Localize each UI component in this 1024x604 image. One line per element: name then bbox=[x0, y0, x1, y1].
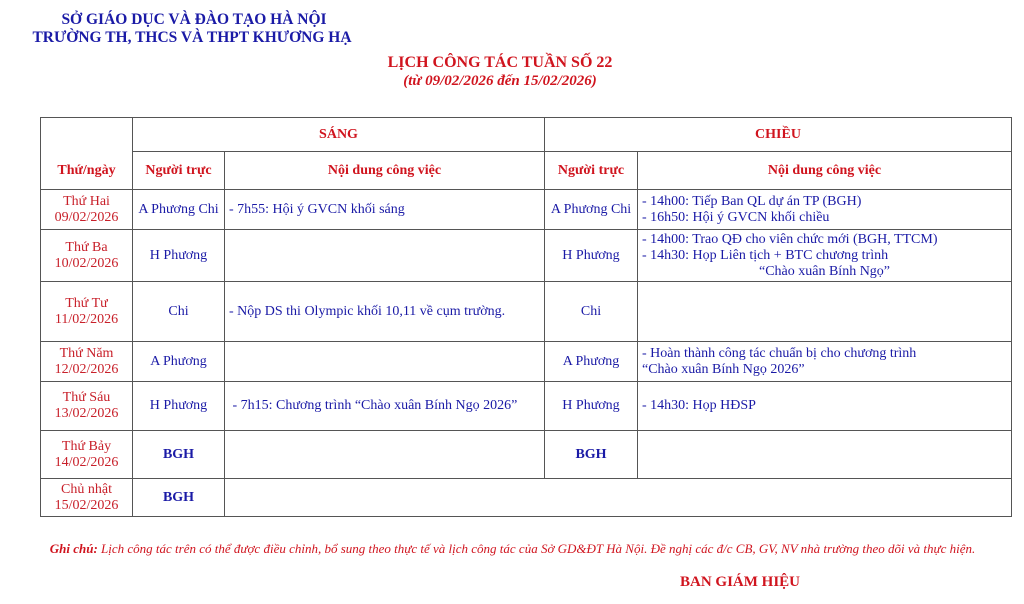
table-row bbox=[41, 479, 1012, 517]
task-line: “Chào xuân Bính Ngọ 2026” bbox=[642, 361, 805, 377]
afternoon-content bbox=[638, 282, 1012, 342]
date: 11/02/2026 bbox=[54, 311, 119, 327]
task-line: “Chào xuân Bính Ngọ” bbox=[758, 263, 891, 279]
note-label: Ghi chú: bbox=[49, 541, 98, 556]
day-cell bbox=[41, 230, 133, 282]
document-title-block bbox=[340, 54, 660, 90]
afternoon-person: BGH bbox=[545, 431, 638, 479]
weekday: Thứ Ba bbox=[65, 239, 108, 255]
header-afternoon-person: Người trực bbox=[545, 152, 638, 190]
weekday: Thứ Hai bbox=[63, 193, 110, 209]
afternoon-person: H Phương bbox=[545, 382, 638, 431]
table-row bbox=[41, 382, 1012, 431]
task-line: - 14h00: Trao QĐ cho viên chức mới (BGH, TTCM) bbox=[642, 231, 938, 247]
header-morning: SÁNG bbox=[133, 118, 545, 152]
weekday: Thứ Bảy bbox=[61, 438, 112, 454]
table-row bbox=[41, 342, 1012, 382]
task-line: - 7h15: Chương trình “Chào xuân Bính Ngọ 2026” bbox=[229, 398, 518, 413]
header-day: Thứ/ngày bbox=[41, 118, 133, 190]
department-name: SỞ GIÁO DỤC VÀ ĐÀO TẠO HÀ NỘI bbox=[61, 11, 327, 28]
date: 14/02/2026 bbox=[54, 454, 119, 470]
task-line: - 14h30: Họp Liên tịch + BTC chương trình bbox=[642, 247, 889, 263]
note-text: Lịch công tác trên có thể được điều chỉnh, bổ sung theo thực tế và lịch công tác của Sở GD&ĐT Hà Nội. Đề nghị các đ/c CB, GV, NV nhà trường theo dõi và thực hiện. bbox=[97, 541, 976, 556]
day-cell bbox=[41, 431, 133, 479]
task-line: - 7h55: Hội ý GVCN khối sáng bbox=[229, 201, 405, 217]
date: 15/02/2026 bbox=[54, 497, 119, 513]
afternoon-content bbox=[638, 190, 1012, 230]
morning-person: H Phương bbox=[133, 230, 225, 282]
morning-person: A Phương Chi bbox=[133, 190, 225, 230]
day-cell bbox=[41, 190, 133, 230]
afternoon-person: A Phương bbox=[545, 342, 638, 382]
date: 10/02/2026 bbox=[54, 255, 119, 271]
date-range: (từ 09/02/2026 đến 15/02/2026) bbox=[403, 73, 597, 89]
afternoon-content bbox=[638, 342, 1012, 382]
task-line: - 16h50: Hội ý GVCN khối chiều bbox=[642, 209, 830, 225]
note bbox=[40, 540, 1000, 557]
day-cell bbox=[41, 479, 133, 517]
weekday: Thứ Tư bbox=[65, 295, 108, 311]
header-morning-content: Nội dung công việc bbox=[225, 152, 545, 190]
afternoon-content bbox=[638, 230, 1012, 282]
morning-person: BGH bbox=[133, 431, 225, 479]
date: 13/02/2026 bbox=[54, 406, 119, 421]
afternoon-content bbox=[638, 431, 1012, 479]
table-row bbox=[41, 190, 1012, 230]
school-name: TRƯỜNG TH, THCS VÀ THPT KHƯƠNG HẠ bbox=[32, 29, 352, 46]
morning-person: A Phương bbox=[133, 342, 225, 382]
morning-content bbox=[225, 382, 545, 431]
task-line: - 14h00: Tiếp Ban QL dự án TP (BGH) bbox=[642, 193, 862, 209]
date: 09/02/2026 bbox=[54, 209, 119, 225]
document-title: LỊCH CÔNG TÁC TUẦN SỐ 22 bbox=[387, 54, 613, 71]
table-row bbox=[41, 431, 1012, 479]
day-cell bbox=[41, 382, 133, 431]
morning-content bbox=[225, 342, 545, 382]
header-morning-person: Người trực bbox=[133, 152, 225, 190]
weekday: Chủ nhật bbox=[61, 481, 112, 497]
morning-content bbox=[225, 431, 545, 479]
morning-person: BGH bbox=[133, 479, 225, 517]
table-row bbox=[41, 282, 1012, 342]
morning-content bbox=[225, 190, 545, 230]
afternoon-person: H Phương bbox=[545, 230, 638, 282]
task-line: - 14h30: Họp HĐSP bbox=[642, 398, 756, 413]
task-line: - Hoàn thành công tác chuẩn bị cho chương trình bbox=[642, 345, 917, 361]
day-cell bbox=[41, 282, 133, 342]
morning-person: H Phương bbox=[133, 382, 225, 431]
morning-person: Chi bbox=[133, 282, 225, 342]
header-afternoon-content: Nội dung công việc bbox=[638, 152, 1012, 190]
table-row bbox=[41, 230, 1012, 282]
morning-content bbox=[225, 282, 545, 342]
merged-content bbox=[225, 479, 1012, 517]
header-afternoon: CHIỀU bbox=[545, 118, 1012, 152]
afternoon-content bbox=[638, 382, 1012, 431]
date: 12/02/2026 bbox=[54, 361, 119, 377]
task-line: - Nộp DS thi Olympic khối 10,11 về cụm trường. bbox=[229, 303, 506, 319]
morning-content bbox=[225, 230, 545, 282]
schedule-table bbox=[40, 117, 1012, 517]
afternoon-person: A Phương Chi bbox=[545, 190, 638, 230]
day-cell bbox=[41, 342, 133, 382]
afternoon-person: Chi bbox=[545, 282, 638, 342]
weekday: Thứ Sáu bbox=[62, 390, 111, 405]
weekday: Thứ Năm bbox=[59, 345, 114, 361]
signature: BAN GIÁM HIỆU bbox=[679, 574, 800, 590]
